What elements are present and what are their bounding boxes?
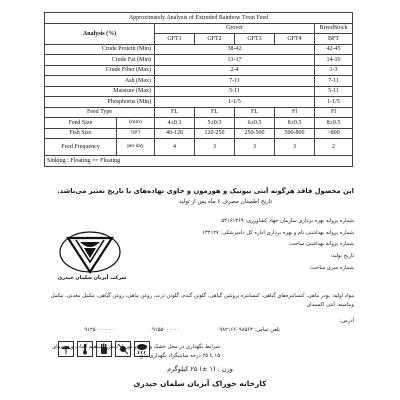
row-label: Crude Protein (Min) [45, 44, 155, 55]
cell: 3 [275, 139, 315, 156]
grover-value: 1-1/5 [155, 97, 315, 108]
cell: 5±0/3 [195, 118, 235, 129]
feed-type-row [45, 107, 353, 118]
phone-number: ۰۹۱۵۵۰۰۰۰۰۰ [149, 327, 180, 333]
cell: 250-500 [235, 128, 275, 139]
manufacturer-name: کارخانه خوراک آبزیان سلمان حیدری [133, 379, 267, 388]
column-header: GFT1 [155, 34, 195, 45]
feed-size-row [45, 118, 353, 129]
row-label: Fish Size [45, 128, 117, 139]
intro-statement: این محصول فاقد هرگونه آنتی بیوتیک و هورمون و حاوی نهاده‌های با تاریخ نعتبر می‌باشد. [57, 187, 354, 195]
cell: 3 [235, 139, 275, 156]
row-label: Feed Frequency [45, 139, 117, 156]
table-row [45, 86, 353, 97]
cell: 4±0.3 [155, 118, 195, 129]
column-header: GFT2 [195, 34, 235, 45]
company-logo-icon [50, 228, 130, 280]
breed-value: 14-16 [315, 55, 353, 66]
fish-size-row [45, 128, 353, 139]
row-label: Feed Type [45, 107, 155, 118]
column-header: BFT [315, 34, 353, 45]
cell: 120-250 [195, 128, 235, 139]
table-row [45, 65, 353, 76]
unit-label: (mm) [117, 118, 155, 129]
grover-value: 38-42 [155, 44, 315, 55]
cell: >800 [315, 128, 353, 139]
ingredients: مواد اولیه: پودر ماهی، کنسانتره‌های گیاهی، کنسانتره پروتئین گیاهی، گلوتن گندم، گلوتن ذرت، روغن ماهی، روغن گیاهی، مکمل معدنی، مکمل ویتامینه، آنتی اکسیدان [50, 293, 354, 308]
frequency-row [45, 139, 353, 156]
sinking-note: Sinking : Floating == Floating [45, 156, 353, 167]
cell: 40-120 [155, 128, 195, 139]
cell: 4 [155, 139, 195, 156]
breed-value: 42-45 [315, 44, 353, 55]
row-label: Crude Fiber (Max) [45, 65, 155, 76]
cell: 3 [195, 139, 235, 156]
breed-value: 7-11 [315, 76, 353, 87]
grover-value: 13-17 [155, 55, 315, 66]
row-label: Maisture (Max) [45, 86, 155, 97]
phone-number: تلفن تماس: ۰۹۸۲۱۶۶۰۹۸۵۶۳ [216, 327, 280, 333]
license-info [134, 216, 354, 275]
grover-value: 2-4 [155, 65, 315, 76]
grover-header: Grover [155, 23, 315, 34]
phone-number: ۹۱۲۵۰۰۰۰۰۰۰ [84, 327, 115, 333]
unit-label: per day [117, 139, 155, 156]
table-title: Approximately Analysis of Extruded Rainbow Trout Feed [45, 13, 353, 24]
cell: 500-800 [275, 128, 315, 139]
info-line: شماره سری ساخت: [309, 264, 354, 271]
breed-value: 5-11 [315, 86, 353, 97]
cell: 6±0.5 [235, 118, 275, 129]
storage-conditions: شرایط نگهداری در محل خشک و خنک و دور از تابش مستقیم آفتاب و در دمای ۱۵ تا ۲۵ درجه سانتیگراد نگهداری شود [52, 344, 220, 359]
breed-value: 1-3 [315, 65, 353, 76]
net-weight: وزن : (۱ ±) ۲۵ کیلوگرم [167, 365, 233, 373]
table-row [45, 76, 353, 87]
expiry-line: تاریخ اطمینان مصرف ۶ ماه پس از تولید [178, 199, 272, 205]
address: آدرس: [339, 318, 354, 324]
table-row [45, 97, 353, 108]
grover-value: 7-11 [155, 76, 315, 87]
cell: 8±0.5 [315, 118, 353, 129]
unit-label: (gr) [117, 128, 155, 139]
cell: FL [195, 107, 235, 118]
cell: FL [235, 107, 275, 118]
logo-caption: شرکت آبزیان سلمان حیدری [57, 275, 127, 281]
info-line: شماره پروانه بهره برداری سازمان جهاد کشاورزی: ۵۴۱۶۱۳۶۹ [221, 218, 354, 224]
grover-value: 5-11 [155, 86, 315, 97]
row-label: Crude Fat (Min) [45, 55, 155, 66]
info-line: شماره پروانه بهداشتی ساخت: [288, 241, 354, 248]
analysis-table [44, 12, 353, 167]
cell: Fl [275, 107, 315, 118]
row-label: Phosphorus (Min) [45, 97, 155, 108]
row-label: Ash (Max) [45, 76, 155, 87]
column-header: GFT3 [235, 34, 275, 45]
analysis-header: Analysis (%) [45, 23, 155, 44]
table-row [45, 44, 353, 55]
info-line: شماره پروانه بهداشتی نام و بهره برداری اداره کل دامپزشکی: ۱۳۲۱۲۷ [202, 229, 354, 236]
cell: 2 [315, 139, 353, 156]
breedstock-header: BreedStock [315, 23, 353, 34]
cell: Fl [315, 107, 353, 118]
breed-value: 1-1/5 [315, 97, 353, 108]
cell: FL [155, 107, 195, 118]
table-row [45, 55, 353, 66]
row-label: Feed Size [45, 118, 117, 129]
column-header: GFT4 [275, 34, 315, 45]
cell: 8±0.5 [275, 118, 315, 129]
info-line: تاریخ تولید: [330, 253, 354, 260]
